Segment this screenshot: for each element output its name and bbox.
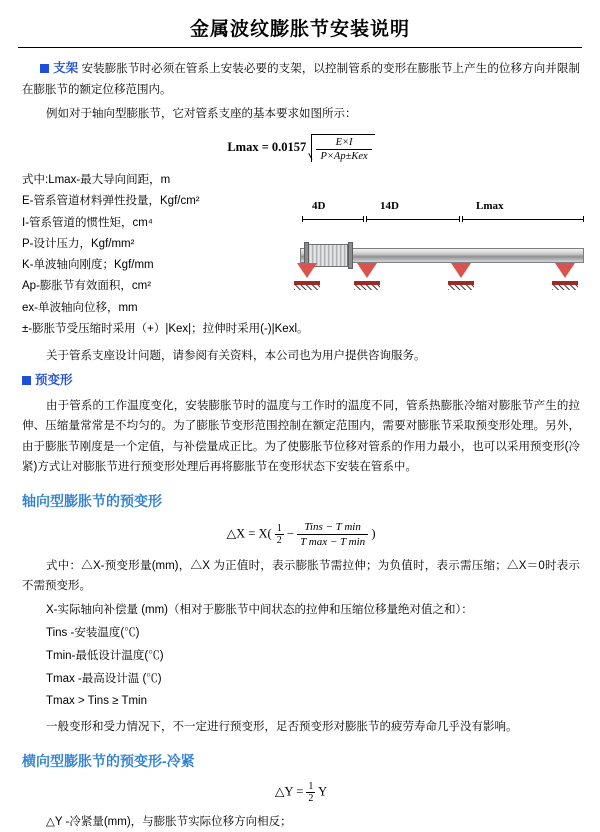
axial-para-tail: 一般变形和受力情况下，不一定进行预变形，足否预变形对膨胀节的疲劳寿命几乎没有影响。 <box>46 721 518 734</box>
support-triangle-icon <box>357 263 377 278</box>
definition-item: K-单波轴向刚度；Kgf/mm <box>22 259 154 272</box>
figure-label-14d: 14D <box>380 200 399 212</box>
support-anchor-4 <box>552 263 578 285</box>
figure-dimension-row <box>294 216 586 226</box>
page-title: 金属波纹膨胀节安装说明 <box>189 19 410 40</box>
square-root-symbol <box>311 134 374 162</box>
lateral-equation-lhs: △Y = <box>274 784 304 799</box>
bullet-square-icon <box>22 376 31 385</box>
support-anchor-1 <box>294 263 320 285</box>
section-support-para2: 例如对于轴向型膨胀节，它对管系支座的基本要求如图所示： <box>46 108 357 120</box>
dimension-4d <box>302 216 364 222</box>
lateral-equation-rhs: Y <box>318 784 328 799</box>
axial-symbol-item: Tins -安装温度(℃) <box>46 626 140 639</box>
definition-item: Ap-膨胀节有效面积，cm² <box>22 280 152 293</box>
section-support-para1: 安装膨胀节时必须在管系上安装必要的支架，以控制管系的变形在膨胀节上产生的位移方向并限制在膨胀节的额定位移范围内。 <box>22 63 580 96</box>
axial-frac1-num: 1 <box>276 522 282 534</box>
lmax-formula-denominator: P×Ap±Kex <box>320 151 368 163</box>
axial-equation-lhs: △X = X( <box>226 526 272 541</box>
bullet-square-icon <box>40 64 49 73</box>
lateral-frac-num: 1 <box>308 781 314 793</box>
support-triangle-icon <box>555 263 575 278</box>
axial-note: 式中：△X-预变形量(mm)，△X 为正值时，表示膨胀节需拉伸；为负值时，表示需压缩；△X＝0时表示不需预变形。 <box>22 559 580 592</box>
definition-item: P-设计压力，Kgf/mm² <box>22 237 135 250</box>
axial-frac2-num: Tins − T min <box>297 521 368 535</box>
definition-item: ±-膨胀节受压缩时采用（+）|Kex|；拉伸时采用(-)|Kexl。 <box>22 322 309 335</box>
lmax-formula <box>22 134 580 162</box>
section-predeform-heading-row <box>22 370 580 392</box>
axial-equation-rhs: ) <box>371 526 376 541</box>
document-body <box>0 58 600 832</box>
flange-right <box>348 242 353 269</box>
lmax-formula-lhs: Lmax = 0.0157 <box>227 140 307 154</box>
axial-symbol-item: Tmax -最高设计温 (℃) <box>46 672 162 685</box>
support-anchor-2 <box>354 263 380 285</box>
support-hatching <box>294 285 320 290</box>
definitions-list <box>22 170 309 340</box>
axial-equation <box>22 521 580 548</box>
expansion-joint-figure <box>294 200 586 318</box>
figure-label-lmax: Lmax <box>476 200 504 212</box>
support-triangle-icon <box>451 263 471 278</box>
support-hatching <box>354 285 380 290</box>
support-anchor-3 <box>448 263 474 285</box>
section-support-para3: 关于管系支座设计问题，请参阅有关资料，本公司也为用户提供咨询服务。 <box>46 350 426 363</box>
axial-symbol-item: Tmax > Tins ≥ Tmin <box>46 695 147 708</box>
axial-symbol-list <box>46 600 580 713</box>
support-triangle-icon <box>297 263 317 278</box>
axial-symbol-item: Tmin-最低设计温度(℃) <box>46 649 164 662</box>
lmax-formula-numerator: E×I <box>316 137 371 150</box>
definition-item: 式中:Lmax-最大导向间距，m <box>22 174 171 187</box>
lateral-note: △Y -冷紧量(mm)，与膨胀节实际位移方向相反； <box>46 816 292 829</box>
figure-pipe-assembly <box>294 228 586 302</box>
title-divider <box>18 47 582 48</box>
support-hatching <box>448 285 474 290</box>
definition-item: E-管系管道材料弹性投量，Kgf/cm² <box>22 195 200 208</box>
support-hatching <box>552 285 578 290</box>
axial-frac1-den: 2 <box>276 534 282 546</box>
section-predeform-heading: 预变形 <box>35 373 73 388</box>
figure-label-4d: 4D <box>312 200 326 212</box>
axial-frac2-den: T max − T min <box>300 535 366 548</box>
lateral-frac-den: 2 <box>308 793 314 805</box>
subsection-axial-heading: 轴向型膨胀节的预变形 <box>22 492 162 509</box>
document-page <box>0 14 600 829</box>
section-support <box>22 58 580 100</box>
subsection-lateral-heading: 横向型膨胀节的预变形-冷紧 <box>22 753 195 770</box>
definition-item: ex-单波轴向位移，mm <box>22 301 138 314</box>
figure-labels <box>294 200 586 216</box>
axial-equation-minus: − <box>286 526 294 541</box>
lateral-equation <box>22 781 580 804</box>
dimension-14d <box>366 216 460 222</box>
section-support-heading: 支架 <box>53 61 79 75</box>
dimension-lmax <box>462 216 584 222</box>
section-predeform-para1: 由于管系的工作温度变化，安装膨胀节时的温度与工作时的温度不同，管系热膨胀冷缩对膨胀节产生的拉伸、压缩量常常是不均匀的。为了膨胀节变形范围控制在额定范围内，需要对膨胀节采取预变形处理。另外，由于膨胀节刚度是一个定值，与补偿量成正比。为了使膨胀节位移对管系的作用力最小，也可以采用预变形(冷紧)方式让对膨胀节进行预变形处理后再将膨胀节在变形状态下安装在管系中。 <box>22 400 580 473</box>
definition-item: I-管系管道的惯性矩，cm⁴ <box>22 216 153 229</box>
axial-symbol-item: X-实际轴向补偿量 (mm)（相对于膨胀节中间状态的拉伸和压缩位移量绝对值之和）： <box>46 604 473 616</box>
